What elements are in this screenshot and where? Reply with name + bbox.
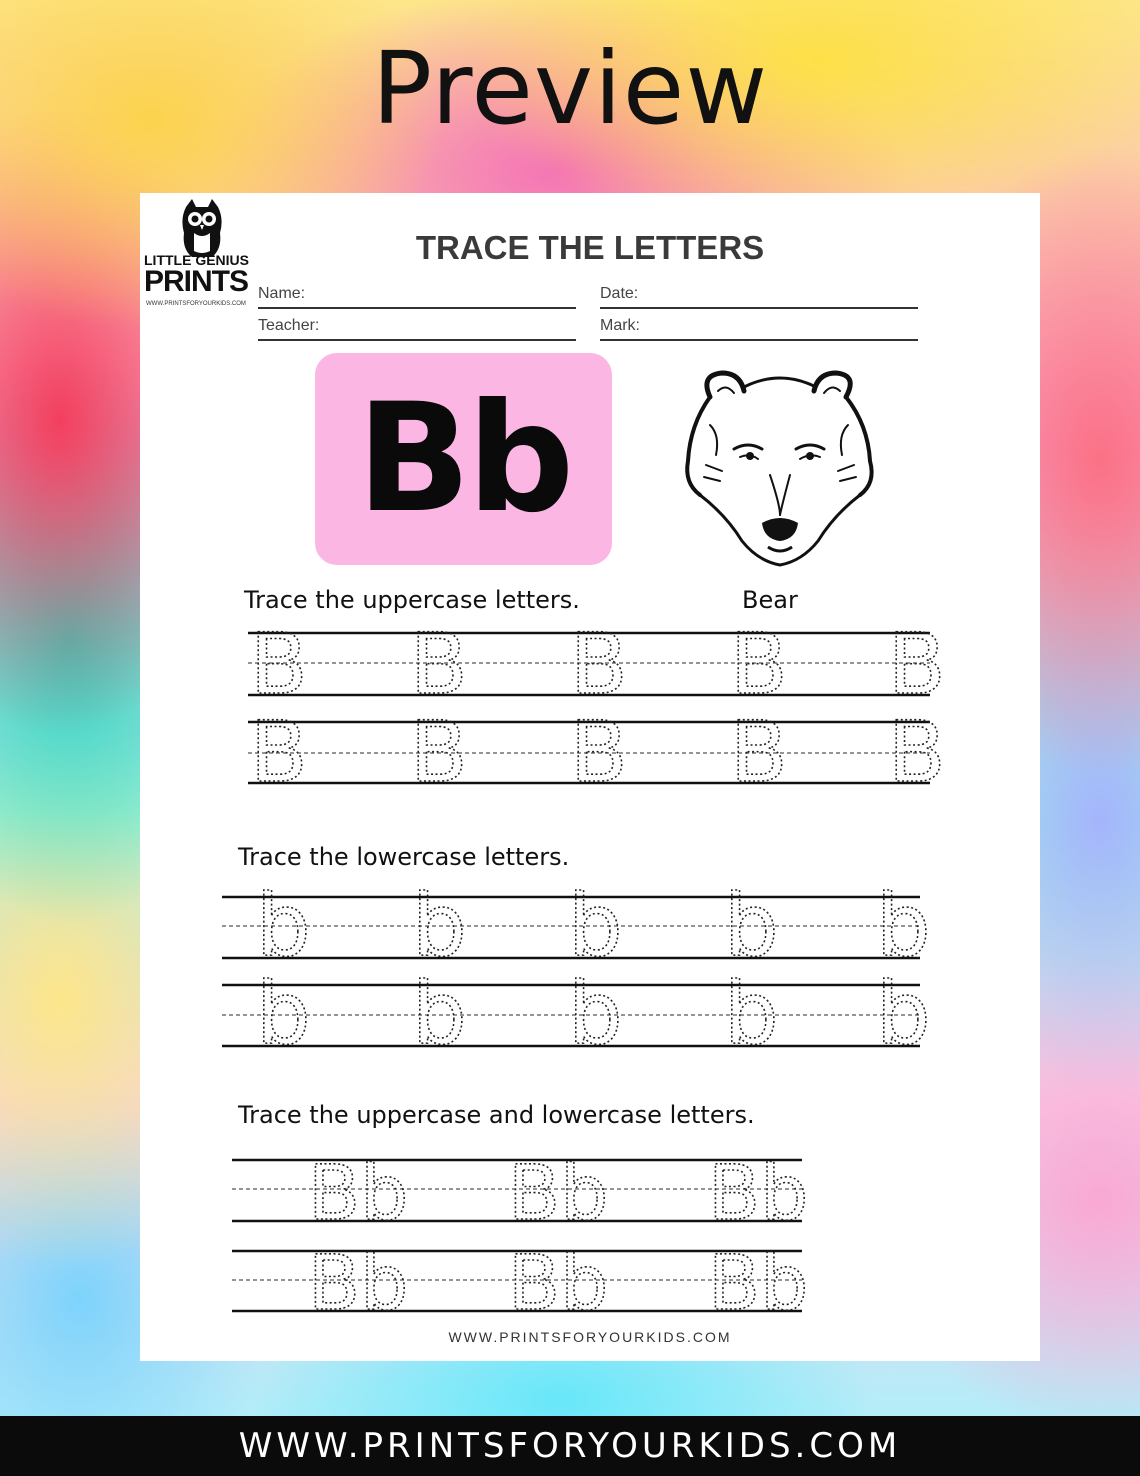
logo-brand-line2: PRINTS	[144, 265, 249, 298]
trace-pair-1-2: Bb	[708, 1238, 809, 1327]
featured-letter: Bb	[356, 372, 571, 546]
trace-lower-0-0: b	[256, 876, 311, 976]
mixed-trace-glyphs	[308, 1148, 808, 1327]
trace-lower-1-3: b	[724, 964, 779, 1064]
trace-pair-0-2: Bb	[708, 1148, 809, 1237]
date-label: Date:	[600, 285, 639, 302]
trace-pair-0-1: Bb	[508, 1148, 609, 1237]
trace-lower-1-1: b	[412, 964, 467, 1064]
trace-pair-1-1: Bb	[508, 1238, 609, 1327]
trace-upper-0-2: B	[570, 615, 628, 713]
section-lowercase-heading: Trace the lowercase letters.	[238, 843, 570, 871]
bottom-url-bar: WWW.PRINTSFORYOURKIDS.COM	[0, 1416, 1140, 1476]
trace-lower-0-4: b	[876, 876, 931, 976]
trace-lower-1-0: b	[256, 964, 311, 1064]
trace-upper-1-0: B	[250, 703, 308, 801]
name-label: Name:	[258, 285, 306, 302]
tracing-lines	[140, 193, 1040, 1361]
trace-lower-0-1: b	[412, 876, 467, 976]
trace-upper-1-1: B	[410, 703, 468, 801]
trace-pair-1-0: Bb	[308, 1238, 409, 1327]
trace-lower-0-3: b	[724, 876, 779, 976]
worksheet-footer-url: WWW.PRINTSFORYOURKIDS.COM	[448, 1329, 732, 1345]
trace-upper-1-4: B	[888, 703, 946, 801]
trace-lower-1-2: b	[568, 964, 623, 1064]
section-uppercase-heading: Trace the uppercase letters.	[244, 586, 580, 614]
trace-upper-0-0: B	[250, 615, 308, 713]
mark-label: Mark:	[600, 317, 640, 334]
teacher-label: Teacher:	[258, 317, 320, 334]
lowercase-trace-glyphs	[256, 876, 931, 1064]
logo-brand-line1: LITTLE GENIUS	[144, 252, 249, 268]
trace-pair-0-0: Bb	[308, 1148, 409, 1237]
trace-upper-1-3: B	[730, 703, 788, 801]
logo-url: WWW.PRINTSFORYOURKIDS.COM	[146, 301, 246, 307]
trace-upper-0-4: B	[888, 615, 946, 713]
worksheet-page	[140, 193, 1040, 1361]
trace-upper-0-3: B	[730, 615, 788, 713]
trace-lower-1-4: b	[876, 964, 931, 1064]
section-both-heading: Trace the uppercase and lowercase letters.	[238, 1101, 755, 1129]
trace-lower-0-2: b	[568, 876, 623, 976]
worksheet-title: TRACE THE LETTERS	[415, 229, 765, 266]
trace-upper-1-2: B	[570, 703, 628, 801]
banner-title: Preview	[371, 30, 769, 147]
trace-upper-0-1: B	[410, 615, 468, 713]
uppercase-trace-glyphs	[250, 615, 946, 801]
picture-word: Bear	[742, 586, 798, 614]
